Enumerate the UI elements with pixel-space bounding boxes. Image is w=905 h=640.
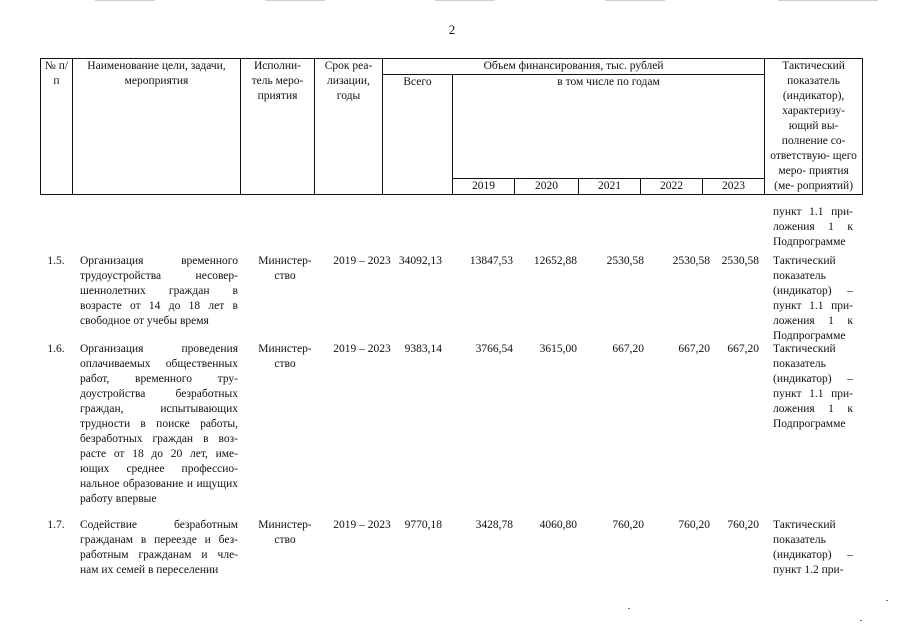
header-executor: Исполни- тель меро- приятия (241, 59, 315, 195)
top-edge-line (605, 0, 665, 1)
row-indicator: Тактический показатель (индикатор) – пункт 1.2 при- (773, 519, 853, 576)
header-by-years: в том числе по годам (453, 75, 765, 179)
row-term: 2019 – 2023 (333, 255, 391, 267)
row-2020: 12652,88 (533, 255, 577, 267)
scan-speck (886, 600, 888, 601)
row-2019: 3766,54 (475, 343, 513, 355)
row-2021: 760,20 (612, 519, 644, 531)
row-name: Организация временного трудоустройства несовер- шеннолетних граждан в возрасте от 14 до 18 лет в свободное от учебы время (80, 255, 238, 327)
table-header (40, 58, 863, 195)
row-term: 2019 – 2023 (333, 519, 391, 531)
row-executor: Министер- ство (258, 255, 312, 282)
row-indicator: Тактический показатель (индикатор) – пункт 1.1 при- ложения 1 к Подпрограмме (773, 255, 853, 342)
header-total: Всего (383, 75, 453, 195)
header-financing: Объем финансирования, тыс. рублей (383, 59, 765, 75)
header-num: № п/п (41, 59, 73, 195)
row-total: 9383,14 (404, 343, 442, 355)
header-name: Наименование цели, задачи, мероприятия (73, 59, 241, 195)
row-name: Содействие безработным гражданам в переезде и без- работным гражданам и чле- нам их семей в переселении (80, 519, 238, 576)
top-edge-line (95, 0, 155, 1)
row-term: 2019 – 2023 (333, 343, 391, 355)
row-2023: 760,20 (727, 519, 759, 531)
indicator-continuation: пункт 1.1 при- ложения 1 к Подпрограмме (773, 206, 853, 248)
row-2021: 667,20 (612, 343, 644, 355)
row-2022: 2530,58 (672, 255, 710, 267)
row-number: 1.5. (47, 255, 65, 267)
row-2019: 13847,53 (469, 255, 513, 267)
row-executor: Министер- ство (258, 343, 312, 370)
scan-speck (628, 608, 630, 609)
row-number: 1.6. (47, 343, 65, 355)
row-2021: 2530,58 (606, 255, 644, 267)
row-total: 34092,13 (398, 255, 442, 267)
header-year-2023: 2023 (703, 179, 765, 195)
header-year-2022: 2022 (641, 179, 703, 195)
top-edge-line (265, 0, 325, 1)
row-2023: 667,20 (727, 343, 759, 355)
row-number: 1.7. (47, 519, 65, 531)
header-year-2020: 2020 (515, 179, 579, 195)
row-executor: Министер- ство (258, 519, 312, 546)
header-year-2019: 2019 (453, 179, 515, 195)
row-indicator: Тактический показатель (индикатор) – пункт 1.1 при- ложения 1 к Подпрограмме (773, 343, 853, 430)
row-total: 9770,18 (404, 519, 442, 531)
row-2020: 3615,00 (539, 343, 577, 355)
header-indicator: Тактический показатель (индикатор), характеризу- ющий вы- полнение со- ответствую- щего меро- приятия (ме- роприятий) (765, 59, 863, 195)
row-2020: 4060,80 (539, 519, 577, 531)
page-number: 2 (448, 22, 456, 37)
header-term: Срок реа- лизации, годы (315, 59, 383, 195)
row-2019: 3428,78 (475, 519, 513, 531)
row-2023: 2530,58 (721, 255, 759, 267)
row-name: Организация проведения оплачиваемых общественных работ, временного тру- доустройства безработных граждан, испытывающих трудности в поиске работы, безработных граждан в воз- расте от 18 до 20 лет, име- ющих среднее профессио- нальное образование и ищущих работу впервые (80, 343, 238, 505)
row-2022: 760,20 (678, 519, 710, 531)
top-edge-line (778, 0, 878, 1)
row-2022: 667,20 (678, 343, 710, 355)
top-edge-line (435, 0, 495, 1)
header-year-2021: 2021 (579, 179, 641, 195)
scan-speck (860, 620, 862, 621)
